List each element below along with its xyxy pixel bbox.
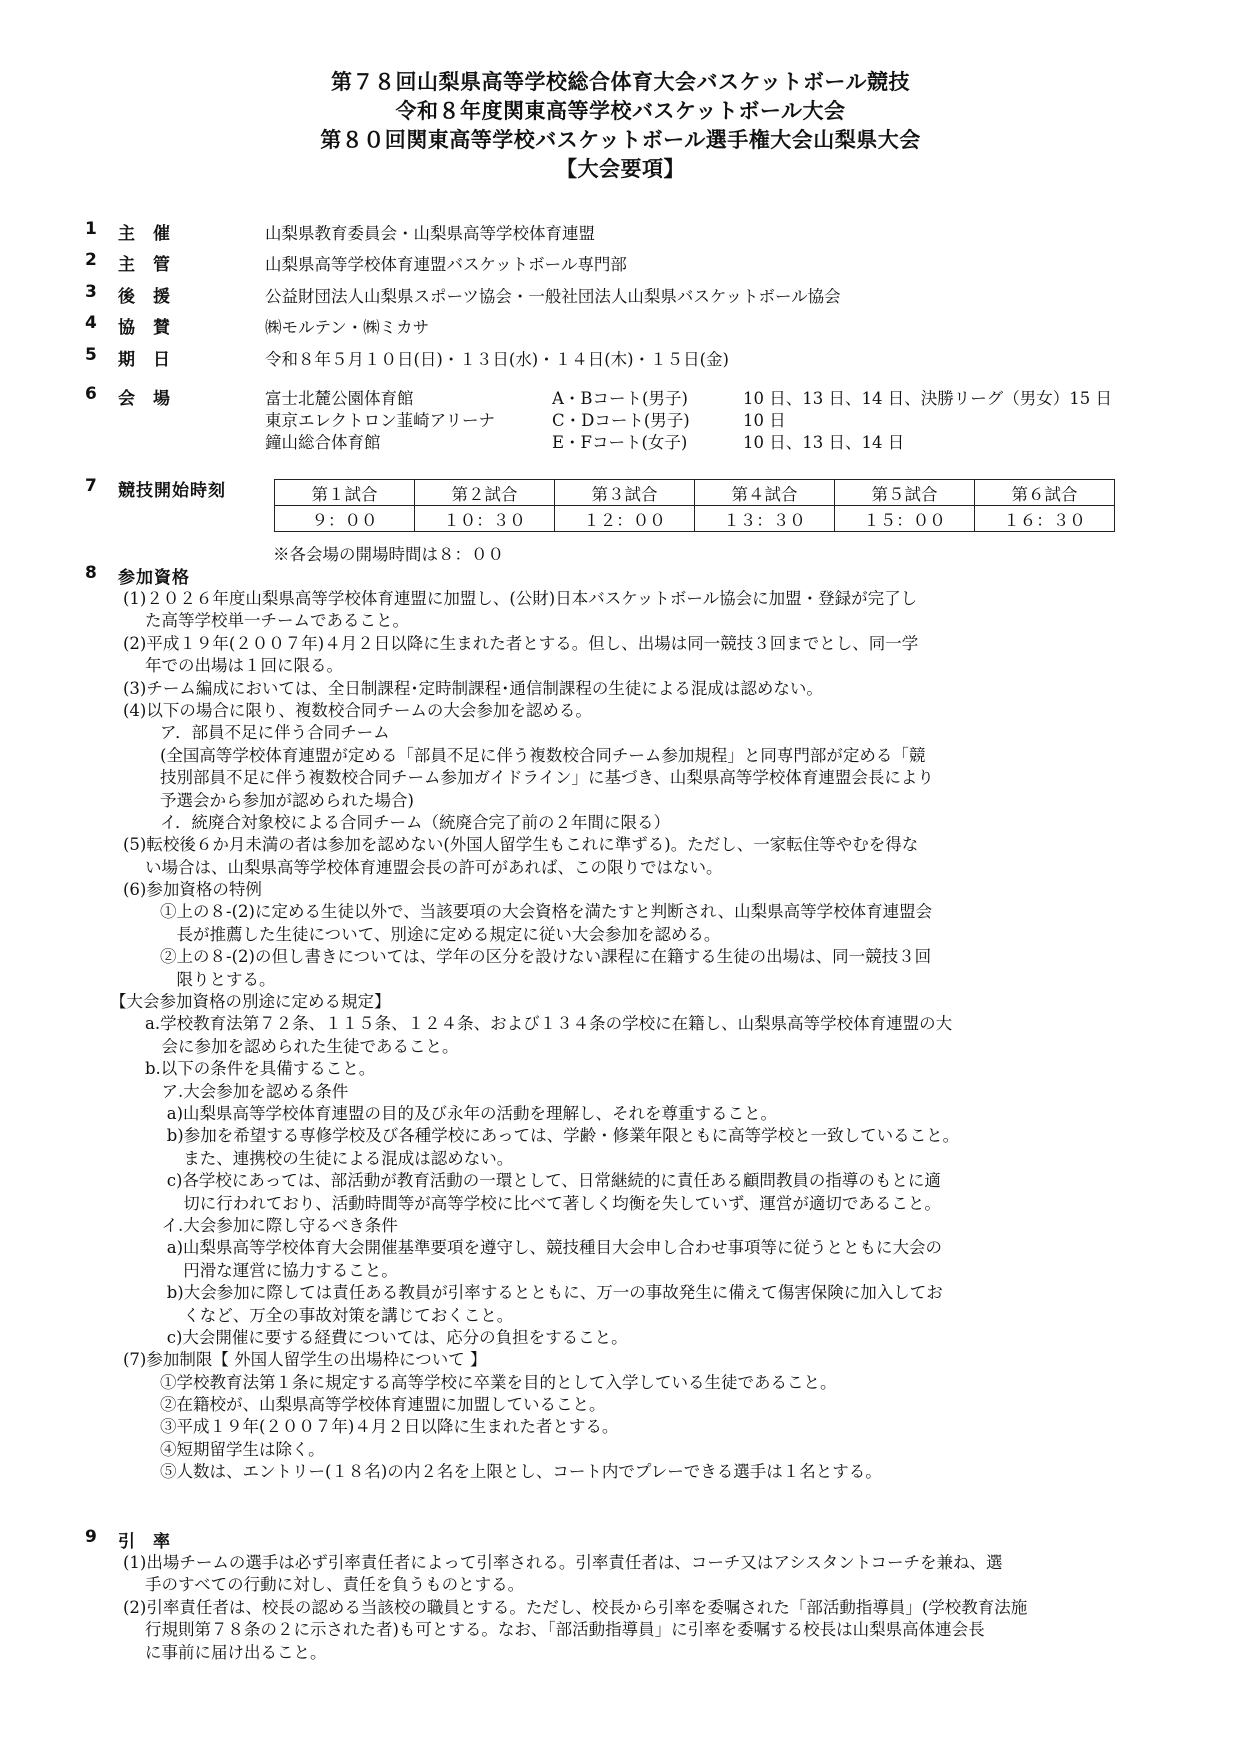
escort-line: 行規則第７８条の２に示された者)も可とする。なお、「部活動指導員」に引率を委嘱する校長は山梨県高体連会長 (145, 1620, 985, 1640)
table-header-row (275, 480, 1115, 506)
table-cell: １０：３０ (415, 506, 555, 532)
eligibility-line: ア．部員不足に伴う合同チーム (160, 723, 390, 743)
title-line-2: 令和８年度関東高等学校バスケットボール大会 (395, 99, 846, 123)
eligibility-line: 切に行われており、活動時間等が高等学校に比べて著しく均衡を失していず、運営が適切であること。 (145, 1193, 941, 1213)
eligibility-line: (5)転校後６か月未満の者は参加を認めない(外国人留学生もこれに準ずる)。ただし、一家転住等やむを得な (123, 835, 919, 855)
table-cell: １５：００ (835, 506, 975, 532)
eligibility-line: また、連携校の生徒による混成は認めない。 (145, 1148, 514, 1168)
section-8-label: 参加資格 (118, 568, 190, 588)
eligibility-line: c)各学校にあっては、部活動が教育活動の一環として、日常継続的に責任ある顧問教員の指導のもとに適 (145, 1171, 941, 1191)
eligibility-line: ④短期留学生は除く。 (160, 1439, 325, 1459)
section-3-label: 後援 (118, 287, 188, 307)
eligibility-line: 技別部員不足に伴う複数校合同チーム参加ガイドライン」に基づき、山梨県高等学校体育連盟会長により (160, 768, 934, 788)
eligibility-line: (6)参加資格の特例 (123, 880, 262, 900)
eligibility-line: 会に参加を認められた生徒であること。 (145, 1036, 459, 1056)
table-header-cell: 第５試合 (835, 480, 975, 506)
eligibility-line: 予選会から参加が認められた場合) (160, 790, 414, 810)
eligibility-line: ②上の８-(2)の但し書きについては、学年の区分を設けない課程に在籍する生徒の出場は、同一競技３回 (160, 947, 932, 967)
eligibility-line: くなど、万全の事故対策を講じておくこと。 (145, 1305, 514, 1325)
section-4-number: 4 (85, 313, 97, 333)
escort-line: に事前に届け出ること。 (145, 1642, 327, 1662)
eligibility-line: ①学校教育法第１条に規定する高等学校に卒業を目的として入学している生徒であること。 (160, 1372, 837, 1392)
table-header-cell: 第６試合 (975, 480, 1115, 506)
eligibility-line: 円滑な運営に協力すること。 (145, 1260, 398, 1280)
eligibility-line: (4)以下の場合に限り、複数校合同チームの大会参加を認める。 (123, 700, 592, 720)
section-9-label: 引率 (118, 1532, 188, 1552)
start-time-table (274, 479, 1115, 532)
section-5-value: 令和８年５月１０日(日)・１３日(水)・１４日(木)・１５日(金) (265, 350, 729, 369)
venue-court: E・Fコート(女子) (552, 433, 688, 452)
eligibility-line: ②在籍校が、山梨県高等学校体育連盟に加盟していること。 (160, 1395, 606, 1415)
opening-time-note: ※各会場の開場時間は８：００ (273, 545, 504, 564)
section-5-label: 期日 (118, 350, 188, 370)
escort-line: (2)引率責任者は、校長の認める当該校の職員とする。ただし、校長から引率を委嘱された「部活動指導員」(学校教育法施 (123, 1597, 1028, 1617)
eligibility-line: ③平成１９年(２００７年)４月２日以降に生まれた者とする。 (160, 1417, 619, 1437)
table-header-cell: 第４試合 (695, 480, 835, 506)
eligibility-line: ①上の８-(2)に定める生徒以外で、当該要項の大会資格を満たすと判断され、山梨県高等学校体育連盟会 (160, 902, 933, 922)
section-8-number: 8 (85, 563, 97, 583)
venue-days: 10 日、13 日、14 日 (743, 433, 905, 452)
section-4-value: ㈱モルテン・㈱ミカサ (265, 318, 430, 337)
venue-court: A・Bコート(男子) (552, 389, 688, 408)
section-7-label: 競技開始時刻 (118, 481, 226, 501)
eligibility-line: 長が推薦した生徒について、別途に定める規定に従い大会参加を認める。 (160, 924, 721, 944)
section-2-label: 主管 (118, 255, 188, 275)
section-3-value: 公益財団法人山梨県スポーツ協会・一般社団法人山梨県バスケットボール協会 (265, 287, 841, 306)
section-1-value: 山梨県教育委員会・山梨県高等学校体育連盟 (265, 224, 595, 243)
table-cell: １６：３０ (975, 506, 1115, 532)
eligibility-line: a)山梨県高等学校体育大会開催基準要項を遵守し、競技種目大会申し合わせ事項等に従うとともに大会の (145, 1238, 943, 1258)
table-header-cell: 第１試合 (275, 480, 415, 506)
eligibility-list (110, 588, 1190, 1484)
eligibility-line: c)大会開催に要する経費については、応分の負担をすること。 (145, 1327, 628, 1347)
venue-name: 鐘山総合体育館 (265, 433, 381, 452)
section-2-number: 2 (85, 250, 97, 270)
document-title (0, 68, 1241, 184)
table-cell: ９：００ (275, 506, 415, 532)
eligibility-line: (1)２０２６年度山梨県高等学校体育連盟に加盟し、(公財)日本バスケットボール協会に加盟・登録が完了し (123, 589, 918, 608)
escort-list (110, 1552, 1210, 1664)
section-6-number: 6 (85, 384, 97, 404)
section-5-number: 5 (85, 345, 97, 365)
title-line-1: 第７８回山梨県高等学校総合体育大会バスケットボール競技 (330, 70, 911, 94)
eligibility-line: a.学校教育法第７２条、１１５条、１２４条、および１３４条の学校に在籍し、山梨県高等学校体育連盟の大 (145, 1014, 953, 1034)
eligibility-line: イ．統廃合対象校による合同チーム（統廃合完了前の２年間に限る） (160, 812, 671, 832)
section-1-number: 1 (85, 219, 97, 239)
eligibility-line: (7)参加制限【 外国人留学生の出場枠について 】 (123, 1350, 487, 1370)
eligibility-line: (2)平成１９年(２００７年)４月２日以降に生まれた者とする。但し、出場は同一競技３回までとし、同一学 (123, 633, 919, 653)
section-3-number: 3 (85, 282, 97, 302)
section-7-number: 7 (85, 476, 97, 496)
venue-days: 10 日、13 日、14 日、決勝リーグ（男女）15 日 (743, 389, 1112, 408)
section-4-label: 協賛 (118, 318, 188, 338)
table-cell: １３：３０ (695, 506, 835, 532)
table-row (275, 506, 1115, 532)
eligibility-line: 年での出場は１回に限る。 (145, 656, 343, 676)
eligibility-line: b)参加を希望する専修学校及び各種学校にあっては、学齢・修業年限ともに高等学校と一致していること。 (145, 1126, 960, 1146)
eligibility-line: た高等学校単一チームであること。 (145, 611, 409, 631)
venue-days: 10 日 (743, 411, 786, 430)
eligibility-line: b.以下の条件を具備すること。 (145, 1059, 376, 1079)
escort-line: (1)出場チームの選手は必ず引率責任者によって引率される。引率責任者は、コーチ又はアシスタントコーチを兼ね、選 (123, 1553, 1003, 1572)
eligibility-line: 【大会参加資格の別途に定める規定】 (110, 992, 391, 1012)
table-header-cell: 第３試合 (555, 480, 695, 506)
section-1-label: 主催 (118, 224, 188, 244)
title-line-4: 【大会要項】 (556, 157, 685, 181)
section-2-value: 山梨県高等学校体育連盟バスケットボール専門部 (265, 255, 627, 274)
venue-name: 富士北麓公園体育館 (265, 389, 414, 408)
eligibility-line: 限りとする。 (160, 969, 276, 989)
eligibility-line: (全国高等学校体育連盟が定める「部員不足に伴う複数校合同チーム参加規程」と同専門部が定める「競 (160, 745, 926, 765)
section-9-number: 9 (85, 1527, 97, 1547)
eligibility-line: b)大会参加に際しては責任ある教員が引率するとともに、万一の事故発生に備えて傷害保険に加入してお (145, 1283, 943, 1303)
title-line-3: 第８０回関東高等学校バスケットボール選手権大会山梨県大会 (320, 128, 921, 152)
table-header-cell: 第２試合 (415, 480, 555, 506)
table-cell: １２：００ (555, 506, 695, 532)
eligibility-line: (3)チーム編成においては、全日制課程･定時制課程･通信制課程の生徒による混成は認めない。 (123, 678, 823, 698)
section-6-label: 会場 (118, 389, 188, 409)
eligibility-line: い場合は、山梨県高等学校体育連盟会長の許可があれば、この限りではない。 (145, 857, 723, 877)
eligibility-line: イ.大会参加に際し守るべき条件 (145, 1215, 398, 1235)
venue-name: 東京エレクトロン韮崎アリーナ (265, 411, 496, 430)
eligibility-line: ア.大会参加を認める条件 (145, 1081, 349, 1101)
escort-line: 手のすべての行動に対し、責任を負うものとする。 (145, 1575, 525, 1595)
venue-court: C・Dコート(男子) (552, 411, 690, 430)
eligibility-line: a)山梨県高等学校体育連盟の目的及び永年の活動を理解し、それを尊重すること。 (145, 1103, 778, 1123)
eligibility-line: ⑤人数は、エントリー(１８名)の内２名を上限とし、コート内でプレーできる選手は１名とする。 (160, 1462, 882, 1482)
